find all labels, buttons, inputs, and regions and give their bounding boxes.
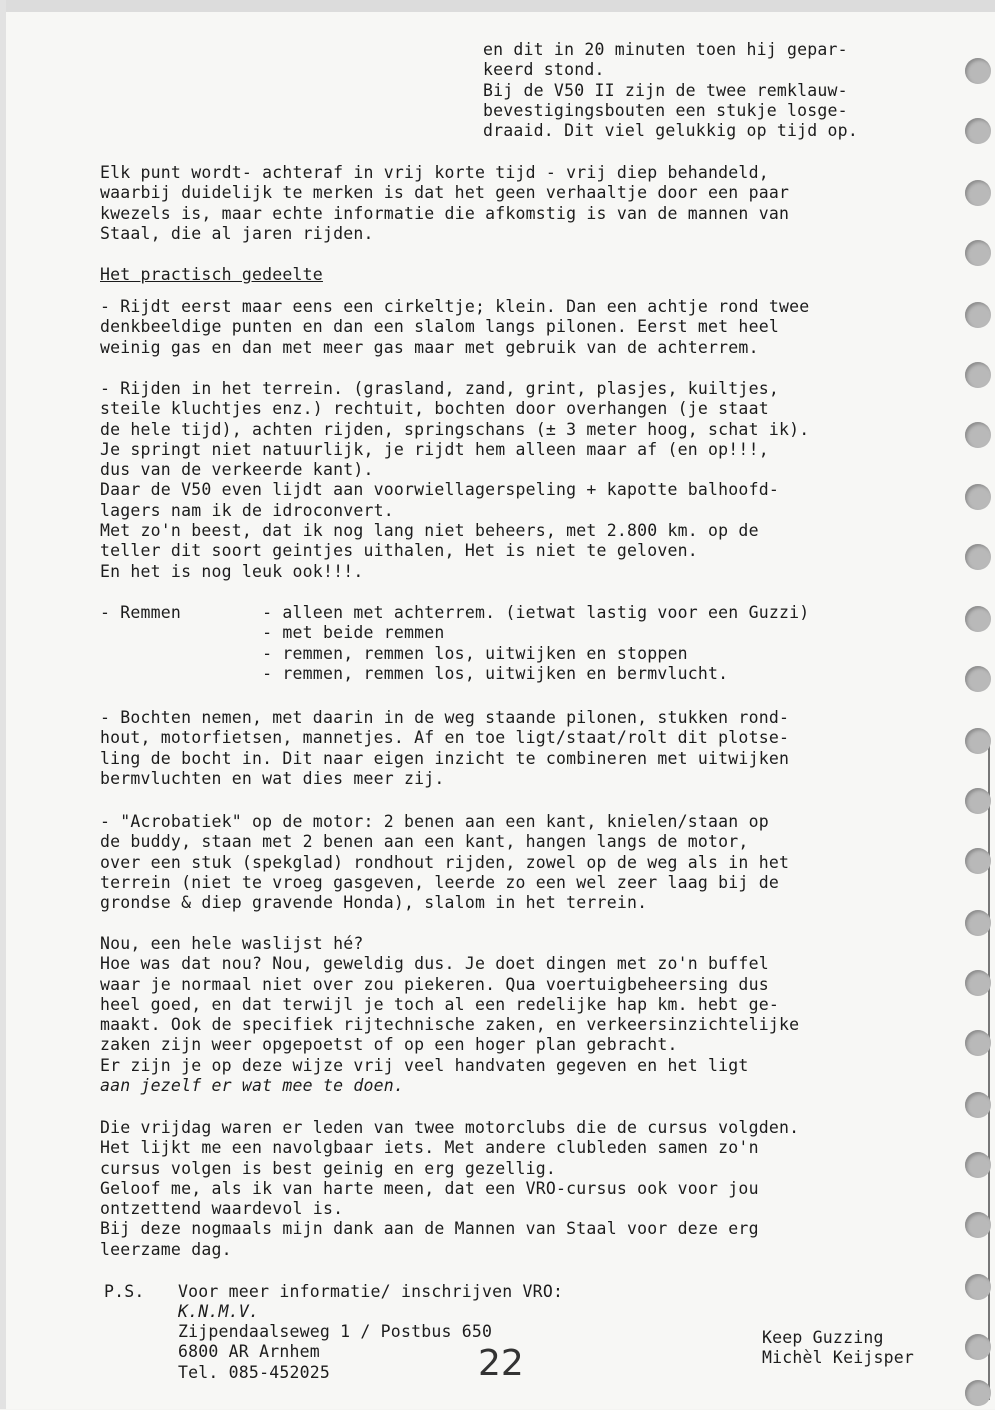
binding-hole [965, 302, 991, 328]
binding-hole [965, 1380, 991, 1406]
paragraph-cirkeltje: - Rijdt eerst maar eens een cirkeltje; klein. Dan een achtje rond twee denkbeeldige punten en dan een slalom langs pilonen. Eerst met heel weinig gas en dan met meer gas maar met gebruik van de achterrem. [100, 297, 810, 357]
paragraph-vrijdag: Die vrijdag waren er leden van twee motorclubs die de cursus volgden. Het lijkt me een navolgbaar iets. Met andere clubleden samen zo'n cursus volgen is best geinig en erg gezellig. Geloof me, als ik van harte meen, dat een VRO-cursus ook voor jou ontzettend waardevol is. Bij deze nogmaals mijn dank aan de Mannen van Staal voor deze erg leerzame dag. [100, 1118, 800, 1259]
ps-organisation: K.N.M.V. [178, 1302, 260, 1321]
binding-hole [965, 1212, 991, 1238]
binding-hole [965, 544, 991, 570]
ps-address: Zijpendaalseweg 1 / Postbus 650 6800 AR Arnhem Tel. 085-452025 [178, 1322, 493, 1382]
binding-hole [965, 788, 991, 814]
binding-hole [965, 58, 991, 84]
binding-hole [965, 362, 991, 388]
paragraph-bochten: - Bochten nemen, met daarin in de weg staande pilonen, stukken rond- hout, motorfietsen, mannetjes. Af en toe ligt/staat/rolt dit plotse- ling de bocht in. Dit naar eigen inzicht te combineren met uitwijken bermvluchten en wat dies meer zij. [100, 708, 790, 788]
list-remmen: - Remmen - alleen met achterrem. (ietwat lastig voor een Guzzi) - met beide remmen - remmen, remmen los, uitwijken en stoppen - remmen, remmen los, uitwijken en bermvlucht. [100, 603, 810, 683]
binding-hole [965, 970, 991, 996]
binding-hole [965, 666, 991, 692]
binding-hole [965, 1274, 991, 1300]
signoff: Keep Guzzing Michèl Keijsper [762, 1328, 915, 1368]
paragraph-terrein: - Rijden in het terrein. (grasland, zand, grint, plasjes, kuiltjes, steile kluchtjes enz.) rechtuit, bochten door overhangen (je staat de hele tijd), achten rijden, springschans (± 3 meter hoog, schat ik). Je springt niet natuurlijk, je rijdt hem alleen maar af (en op!!!, dus van de verkeerde kant). Daar de V50 even lijdt aan voorwiellagerspeling + kapotte balhoofd- lagers nam ik de idroconvert. Met zo'n beest, dat ik nog lang niet beheers, met 2.800 km. op de teller dit soort geintjes uithalen, Het is niet te geloven. En het is nog leuk ook!!!. [100, 379, 810, 581]
binding-hole [965, 240, 991, 266]
binding-holes [965, 40, 995, 1410]
binding-hole [965, 1334, 991, 1360]
scan-top-edge [0, 0, 995, 12]
binding-hole [965, 848, 991, 874]
intro-right-column: en dit in 20 minuten toen hij gepar- keerd stond. Bij de V50 II zijn de twee remklauw- bevestigingsbouten een stukje losge- draaid. Dit viel gelukkig op tijd op. [483, 40, 858, 141]
scan-left-edge [0, 0, 6, 1409]
binding-hole [965, 1030, 991, 1056]
ps-text: Voor meer informatie/ inschrijven VRO: [178, 1282, 564, 1301]
paragraph-nou: Nou, een hele waslijst hé? Hoe was dat nou? Nou, geweldig dus. Je doet dingen met zo'n buffel waar je normaal niet over zou piekeren. Qua voertuigbeheersing dus heel goed, en dat terwijl je toch al een redelijke hap km. hebt ge- maakt. Ook de specifiek rijtechnische zaken, en verkeersinzichtelijke zaken zijn weer opgepoetst of op een hoger plan gebracht. Er zijn je op deze wijze vrij veel handvaten gegeven en het ligt [100, 934, 800, 1075]
binding-hole [965, 484, 991, 510]
binding-hole [965, 422, 991, 448]
paragraph-acrobatiek: - "Acrobatiek" op de motor: 2 benen aan een kant, knielen/staan op de buddy, staan met 2 benen aan een kant, hangen langs de motor, over een stuk (spekglad) rondhout rijden, zowel op de weg als in het terrein (niet te vroeg gasgeven, leerde zo een wel zeer laag bij de grondse & diep gravende Honda), slalom in het terrein. [100, 812, 790, 913]
binding-hole [965, 118, 991, 144]
binding-hole [965, 606, 991, 632]
binding-hole [965, 728, 991, 754]
binding-hole [965, 910, 991, 936]
ps-label: P.S. [104, 1282, 145, 1301]
binding-hole [965, 1152, 991, 1178]
binding-hole [965, 180, 991, 206]
section-heading: Het practisch gedeelte [100, 265, 323, 284]
page-number: 22 [478, 1343, 524, 1384]
paragraph-nou-italic: aan jezelf er wat mee te doen. [100, 1076, 405, 1095]
binding-hole [965, 1092, 991, 1118]
paragraph-elk-punt: Elk punt wordt- achteraf in vrij korte tijd - vrij diep behandeld, waarbij duidelijk te merken is dat het geen verhaaltje door een paar kwezels is, maar echte informatie die afkomstig is van de mannen van Staal, die al jaren rijden. [100, 163, 790, 243]
